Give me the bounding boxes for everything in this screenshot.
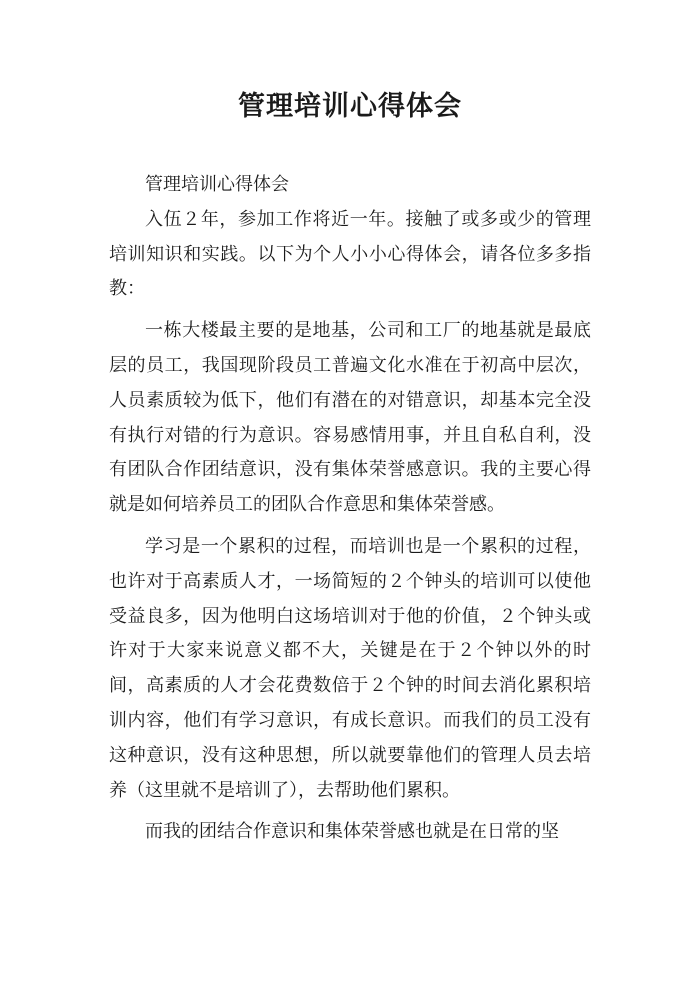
paragraph-3: 学习是一个累积的过程，而培训也是一个累积的过程，也许对于高素质人才，一场简短的２个钟头的培训可以使他受益良多，因为他明白这场培训对于他的价值，２个钟头或许对于大家来说意义都不大，关键是在于２个钟以外的时间，高素质的人才会花费数倍于２个钟的时间去消化累积培训内容，他们有学习意识，有成长意识。而我们的员工没有这种意识，没有这种思想，所以就要靠他们的管理人员去培养（这里就不是培训了），去帮助他们累积。 bbox=[109, 535, 591, 801]
document-body bbox=[109, 168, 591, 850]
document-subheading: 管理培训心得体会 bbox=[145, 174, 289, 195]
document-title: 管理培训心得体会 bbox=[238, 91, 462, 122]
paragraph-2: 一栋大楼最主要的是地基，公司和工厂的地基就是最底层的员工，我国现阶段员工普遍文化水准在于初高中层次，人员素质较为低下，他们有潜在的对错意识，却基本完全没有执行对错的行为意识。容易感情用事，并且自私自利，没有团队合作团结意识，没有集体荣誉感意识。我的主要心得就是如何培养员工的团队合作意思和集体荣誉感。 bbox=[109, 320, 591, 516]
paragraph-4: 而我的团结合作意识和集体荣誉感也就是在日常的坚 bbox=[145, 821, 559, 843]
paragraph-1: 入伍２年，参加工作将近一年。接触了或多或少的管理培训知识和实践。以下为个人小小心得体会，请各位多多指教： bbox=[109, 208, 591, 300]
